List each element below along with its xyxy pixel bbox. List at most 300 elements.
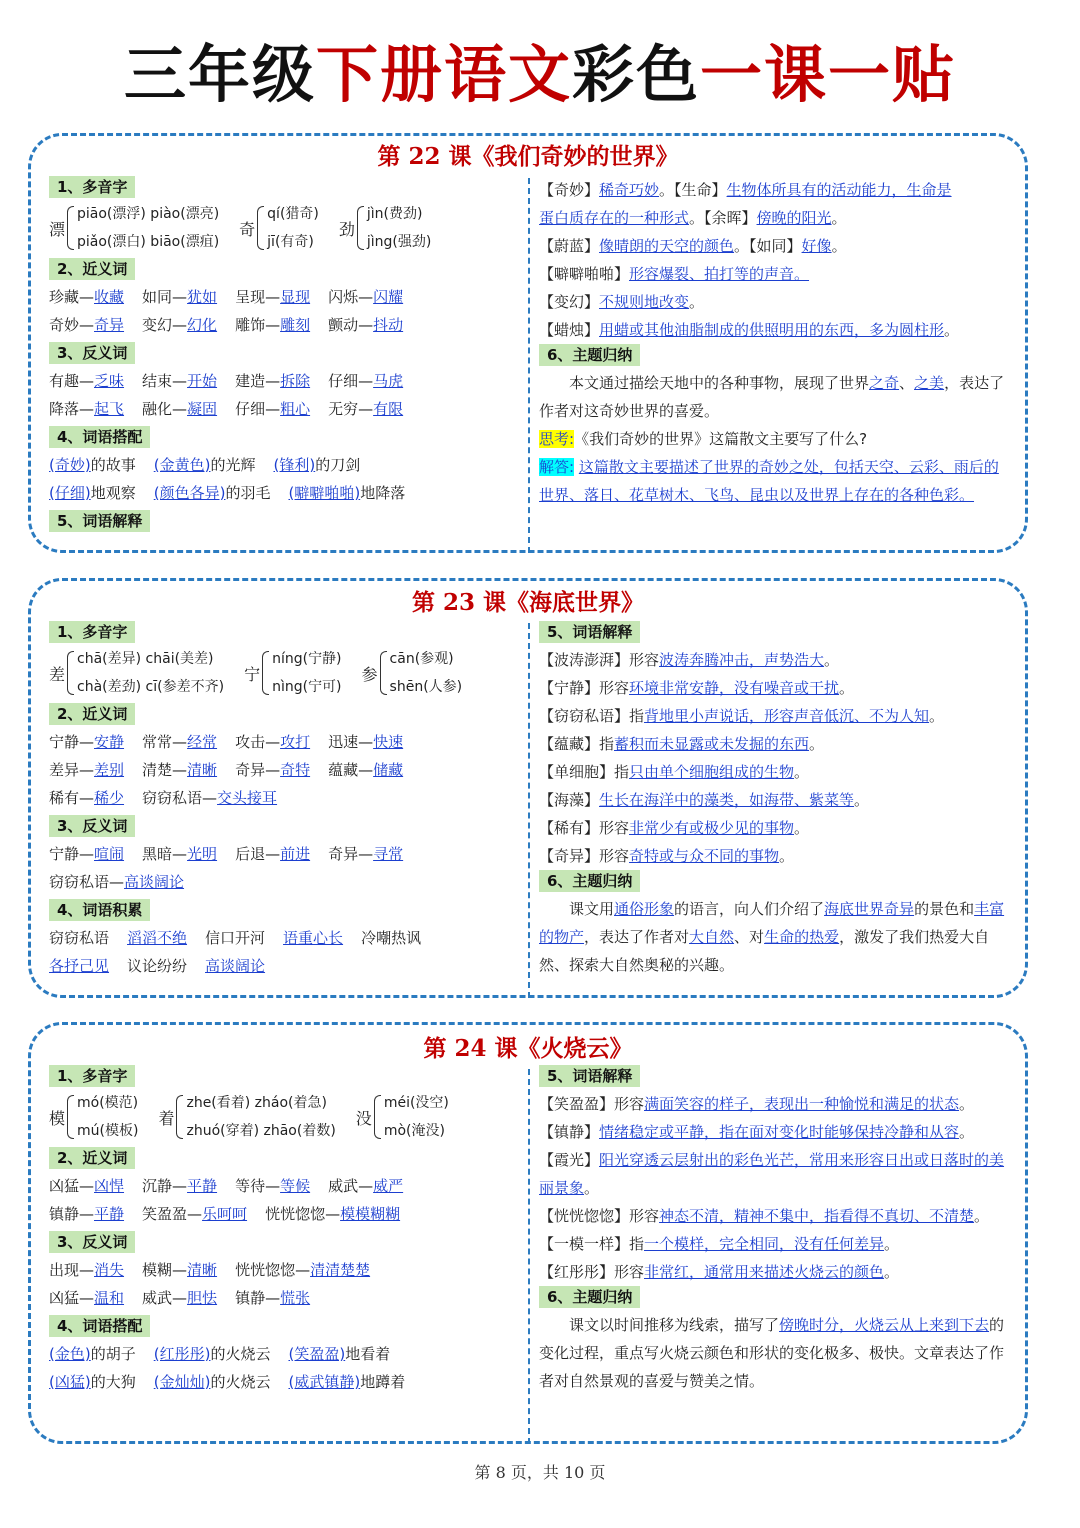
text: 【红彤彤】形容: [539, 1263, 645, 1281]
answer-text: 神态不清，精神不集中，指看得不真切、不清楚: [659, 1207, 975, 1225]
pinyin-lines: [390, 645, 463, 701]
collocation-rows: [49, 451, 519, 507]
answer-word: 奇特: [280, 761, 311, 779]
section-heading: 5、词语解释: [539, 1065, 1011, 1087]
text: 【蔚蓝】: [539, 237, 600, 255]
text: 。: [831, 237, 847, 255]
text: 。【生命】: [659, 181, 727, 199]
explanations: [539, 1090, 1011, 1286]
polyphone-char: 模: [49, 1108, 66, 1128]
word: 窃窃私语: [49, 929, 110, 947]
word: 建造—: [235, 372, 281, 390]
word: 仔细—: [328, 372, 374, 390]
text: 的变化过程，重点写火烧云颜色和形状的变化极多、极快。文章表达了作者对自然景观的喜爱与赞美之情。: [539, 1316, 1005, 1390]
polyphone-char: 差: [49, 664, 66, 684]
explanation-line: [539, 316, 1011, 344]
answer-text: 背地里小声说话，形容声音低沉、不为人知: [644, 707, 930, 725]
text: 。: [839, 679, 855, 697]
word: 议论纷纷: [127, 957, 188, 975]
answer-word: (噼噼啪啪): [288, 484, 361, 502]
pinyin-lines: [384, 1089, 449, 1145]
polyphone-char: 参: [361, 664, 378, 684]
explanation-line: [539, 758, 1011, 786]
word: 奇异—: [328, 845, 374, 863]
word: 奇妙—: [49, 316, 95, 334]
brace: [257, 206, 264, 250]
explanations: [539, 646, 1011, 870]
answer-text: 丰富的物产: [539, 900, 1005, 946]
text: 【蜡烛】: [539, 321, 600, 339]
section-heading: 3、反义词: [49, 342, 519, 364]
word: 仔细—: [235, 400, 281, 418]
answer-text: 蓄积而未显露或未发掘的东西: [614, 735, 810, 753]
text: ，表达了作者对: [584, 928, 690, 946]
explanation-line: [539, 702, 1011, 730]
polyphone-group: [49, 645, 224, 701]
word: 雕饰—: [235, 316, 281, 334]
lesson-23-card: [28, 578, 1028, 998]
lesson-title: 第 22 课《我们奇妙的世界》: [377, 143, 679, 170]
answer-text: 环境非常安静，没有噪音或干扰: [629, 679, 840, 697]
answer-text: 一个模样，完全相同，没有任何差异: [644, 1235, 885, 1253]
word: 地看着: [345, 1345, 391, 1363]
theme-paragraph: [539, 369, 1011, 425]
word-pair-row: [49, 1284, 519, 1312]
explanation-line: [539, 176, 1011, 204]
explanation-line: [539, 786, 1011, 814]
answer-text: 之美: [914, 374, 945, 392]
right-column: [539, 176, 1011, 509]
text: 课文以时间推移为线索，描写了: [569, 1316, 780, 1334]
word: 笑盈盈—: [142, 1205, 203, 1223]
think-question: 思考:《我们奇妙的世界》这篇散文主要写了什么?: [539, 430, 868, 448]
answer: 解答: 这篇散文主要描述了世界的奇妙之处，包括天空、云彩、雨后的世界、落日、花草树木、飞鸟、昆虫以及世界上存在的各种色彩。: [539, 458, 999, 504]
answer-word: 胆怯: [187, 1289, 218, 1307]
section-heading: 3、反义词: [49, 815, 519, 837]
pinyin-line: zhuó(穿着) zhāo(着数): [186, 1123, 336, 1139]
word: 凶猛—: [49, 1177, 95, 1195]
text: 。: [794, 819, 810, 837]
answer-text: 生命的热爱: [764, 928, 840, 946]
collocation-row: [49, 1368, 519, 1396]
text: 。: [959, 1123, 975, 1141]
page-title: 三年级下册语文彩色一课一贴: [123, 38, 957, 111]
text: 。: [959, 1095, 975, 1113]
pinyin-line: piāo(漂浮) piào(漂亮): [77, 206, 220, 222]
answer-word: (笑盈盈): [288, 1345, 346, 1363]
text: 本文通过描绘天地中的各种事物，展现了世界: [569, 374, 870, 392]
text: 。【余晖】: [689, 209, 757, 227]
polyphone-char: 着: [158, 1108, 175, 1128]
answer-text: 满面笑容的样子，表现出一种愉悦和满足的状态: [644, 1095, 960, 1113]
word: 的羽毛: [225, 484, 271, 502]
pinyin-lines: [77, 1089, 138, 1145]
polyphone-group: [158, 1089, 335, 1145]
word: 镇静—: [235, 1289, 281, 1307]
section-heading: 5、词语解释: [539, 621, 1011, 643]
brace: [176, 1095, 183, 1139]
lesson-title: 第 24 课《火烧云》: [423, 1035, 633, 1062]
text: 。: [974, 1207, 990, 1225]
answer-text: 非常红，通常用来描述火烧云的颜色: [644, 1263, 885, 1281]
text: 、: [899, 374, 915, 392]
pinyin-line: mò(淹没): [383, 1123, 445, 1139]
word: 呈现—: [235, 288, 281, 306]
pinyin-lines: [267, 200, 319, 256]
answer-word: 凶悍: [94, 1177, 125, 1195]
explanation-line: [539, 1258, 1011, 1286]
brace: [67, 1095, 74, 1139]
word-pair-row: [49, 311, 519, 339]
polyphone-char: 漂: [49, 219, 66, 239]
section-heading: 2、近义词: [49, 703, 519, 725]
explanation-line: [539, 646, 1011, 674]
answer-text: 好像: [801, 237, 832, 255]
text: ，激发了我们热爱大自然、探索大自然奥秘的兴趣。: [539, 928, 990, 974]
answer-text: 波涛奔腾冲击，声势浩大: [659, 651, 825, 669]
answer-word: 高谈阔论: [124, 873, 185, 891]
answer-word: 马虎: [373, 372, 404, 390]
section-heading: 1、多音字: [49, 176, 519, 198]
word: 变幻—: [142, 316, 188, 334]
brace: [67, 206, 74, 250]
answer-word: 雕刻: [280, 316, 311, 334]
text: 的景色和: [914, 900, 975, 918]
word: 融化—: [142, 400, 188, 418]
text: 。: [809, 735, 825, 753]
answer-text: 非常少有或极少见的事物: [629, 819, 795, 837]
word: 蕴藏—: [328, 761, 374, 779]
word: 的刀剑: [315, 456, 361, 474]
word: 差异—: [49, 761, 95, 779]
answer-word: 拆除: [280, 372, 311, 390]
text: 【窃窃私语】指: [539, 707, 645, 725]
answer-word: 奇异: [94, 316, 125, 334]
answer-word: 犹如: [187, 288, 218, 306]
answer-word: 前进: [280, 845, 311, 863]
answer-word: 平静: [187, 1177, 218, 1195]
answer-word: 收藏: [94, 288, 125, 306]
section-heading: 1、多音字: [49, 621, 519, 643]
polyphone-char: 没: [355, 1108, 372, 1128]
word: 恍恍惚惚—: [265, 1205, 341, 1223]
word: 威武—: [328, 1177, 374, 1195]
answer-text: 蛋白质存在的一种形式: [539, 209, 690, 227]
polyphone-group: [49, 200, 219, 256]
word-pair-row: [49, 868, 519, 896]
explanation-line: [539, 674, 1011, 702]
antonym-rows: [49, 1256, 519, 1312]
polyphone-char: 奇: [239, 219, 256, 239]
pinyin-line: zhe(看着) zháo(着急): [186, 1095, 327, 1111]
text: ，表达了作者对这奇妙世界的喜爱。: [539, 374, 1005, 420]
left-column: [49, 621, 519, 983]
text: 【宁静】形容: [539, 679, 630, 697]
word-pair-row: [49, 840, 519, 868]
answer-word: (凶猛): [49, 1373, 91, 1391]
theme-paragraph: [539, 1311, 1011, 1395]
theme-paragraph: [539, 895, 1011, 979]
answer-word: (仔细): [49, 484, 91, 502]
pinyin-line: jìng(强劲): [366, 234, 432, 250]
answer-word: 清晰: [187, 1261, 218, 1279]
brace: [67, 651, 74, 695]
text: 【稀有】形容: [539, 819, 630, 837]
text: 【蕴藏】指: [539, 735, 615, 753]
answer-word: 平静: [94, 1205, 125, 1223]
left-column: [49, 176, 519, 532]
brace: [262, 651, 269, 695]
word: 滔滔不绝: [127, 929, 188, 947]
polyphone-char: 劲: [338, 219, 355, 239]
section-heading: 6、主题归纳: [539, 870, 1011, 892]
answer-word: 稀少: [94, 789, 125, 807]
answer-text: 用蜡或其他油脂制成的供照明用的东西，多为圆柱形: [599, 321, 945, 339]
answer-word: 开始: [187, 372, 218, 390]
text: 。: [884, 1263, 900, 1281]
word: 地降落: [360, 484, 406, 502]
polyphone-group: [49, 1089, 138, 1145]
answer-word: 威严: [373, 1177, 404, 1195]
text: 。: [824, 651, 840, 669]
text: 。: [689, 293, 705, 311]
answer-word: (红彤彤): [153, 1345, 211, 1363]
right-column: [539, 1065, 1011, 1395]
answer-word: (金灿灿): [153, 1373, 211, 1391]
pinyin-line: qí(猎奇): [267, 206, 319, 222]
answer-word: 抖动: [373, 316, 404, 334]
text: 【奇妙】: [539, 181, 600, 199]
section-heading: 4、词语积累: [49, 899, 519, 921]
answer-text: 形容爆裂、拍打等的声音。: [629, 265, 810, 283]
polyphone-group: [356, 1089, 449, 1145]
answer-text: 生长在海洋中的藻类，如海带、紫菜等: [599, 791, 855, 809]
polyphone-row: [49, 200, 519, 256]
explanation-line: [539, 842, 1011, 870]
pinyin-lines: [77, 200, 219, 256]
word: 的故事: [90, 456, 136, 474]
word: 结束—: [142, 372, 188, 390]
answer-word: 寻常: [373, 845, 404, 863]
word: 恍恍惚惚—: [235, 1261, 311, 1279]
text: 【镇静】: [539, 1123, 600, 1141]
answer-text: 傍晚的阳光: [756, 209, 832, 227]
answer-text: 傍晚时分，火烧云从上来到下去: [779, 1316, 990, 1334]
pinyin-line: nìng(宁可): [272, 679, 342, 695]
word: 沉静—: [142, 1177, 188, 1195]
answer-word: 等候: [280, 1177, 311, 1195]
word-pair-row: [49, 395, 519, 423]
word-pair-row: [49, 367, 519, 395]
collocation-rows: [49, 1340, 519, 1396]
word-pair-row: [49, 784, 519, 812]
word: 后退—: [235, 845, 281, 863]
word-pair-row: [49, 1172, 519, 1200]
word: 常常—: [142, 733, 188, 751]
word-pair-row: [49, 728, 519, 756]
text: 【笑盈盈】形容: [539, 1095, 645, 1113]
answer-word: 粗心: [280, 400, 311, 418]
pinyin-lines: [272, 645, 341, 701]
word: 宁静—: [49, 733, 95, 751]
text: 【波涛澎湃】形容: [539, 651, 660, 669]
pinyin-line: níng(宁静): [272, 651, 342, 667]
section-heading: 4、词语搭配: [49, 426, 519, 448]
word-pair-row: [49, 756, 519, 784]
word: 语重心长: [283, 929, 344, 947]
section-heading: 6、主题归纳: [539, 1286, 1011, 1308]
word: 冷嘲热讽: [361, 929, 422, 947]
word: 等待—: [235, 1177, 281, 1195]
explanation-line: [539, 288, 1011, 316]
section-heading: 5、词语解释: [49, 510, 519, 532]
synonym-rows: [49, 728, 519, 812]
answer-word: (颜色各异): [153, 484, 226, 502]
text: 【奇异】形容: [539, 847, 630, 865]
answer-word: 凝固: [187, 400, 218, 418]
polyphone-row: [49, 645, 519, 701]
word: 的胡子: [90, 1345, 136, 1363]
word: 信口开河: [205, 929, 266, 947]
polyphone-char: 宁: [244, 664, 261, 684]
synonym-rows: [49, 283, 519, 339]
explanation-line: [539, 204, 1011, 232]
pinyin-lines: [367, 200, 431, 256]
brace: [357, 206, 364, 250]
pinyin-line: jī(有奇): [267, 234, 314, 250]
polyphone-group: [239, 200, 319, 256]
word: 珍藏—: [49, 288, 95, 306]
word-row: [49, 952, 519, 980]
answer-text: 生物体所具有的活动能力，生命是: [726, 181, 952, 199]
answer-word: 显现: [280, 288, 311, 306]
lesson-22-card: [28, 133, 1028, 553]
answer-word: 消失: [94, 1261, 125, 1279]
answer-text: 奇特或与众不同的事物: [629, 847, 780, 865]
explanation-line: [539, 1118, 1011, 1146]
answer-text: 只由单个细胞组成的生物: [629, 763, 795, 781]
word: 颤动—: [328, 316, 374, 334]
explanations: [539, 176, 1011, 344]
antonym-rows: [49, 840, 519, 896]
explanation-line: [539, 1146, 1011, 1202]
lesson-24-card: [28, 1022, 1028, 1444]
word: 闪烁—: [328, 288, 374, 306]
answer-word: 喧闹: [94, 845, 125, 863]
text: 、对: [734, 928, 765, 946]
text: 的语言，向人们介绍了: [674, 900, 825, 918]
text: 。: [944, 321, 960, 339]
answer-word: 攻打: [280, 733, 311, 751]
brace: [380, 651, 387, 695]
word: 降落—: [49, 400, 95, 418]
pinyin-line: mú(模板): [77, 1123, 139, 1139]
word: 的光辉: [210, 456, 256, 474]
answer-word: (威武镇静): [288, 1373, 361, 1391]
answer-text: 像晴朗的天空的颜色: [599, 237, 735, 255]
polyphone-group: [244, 645, 341, 701]
word: 清楚—: [142, 761, 188, 779]
section-heading: 2、近义词: [49, 258, 519, 280]
answer-word: 清清楚楚: [310, 1261, 371, 1279]
word: 窃窃私语—: [49, 873, 125, 891]
collocation-row: [49, 479, 519, 507]
text: 。: [884, 1235, 900, 1253]
text: 【单细胞】指: [539, 763, 630, 781]
synonym-rows: [49, 1172, 519, 1228]
word: 奇异—: [235, 761, 281, 779]
polyphone-group: [362, 645, 463, 701]
answer-word: 幻化: [187, 316, 218, 334]
section-heading: 6、主题归纳: [539, 344, 1011, 366]
pinyin-line: cān(参观): [389, 651, 454, 667]
word-pair-row: [49, 1256, 519, 1284]
answer-word: 储藏: [373, 761, 404, 779]
answer-word: 交头接耳: [217, 789, 278, 807]
answer-text: 稀奇巧妙: [599, 181, 660, 199]
word: 镇静—: [49, 1205, 95, 1223]
text: 【霞光】: [539, 1151, 600, 1169]
text: 【噼噼啪啪】: [539, 265, 630, 283]
word: 地观察: [90, 484, 136, 502]
word-pair-row: [49, 283, 519, 311]
answer-word: 慌张: [280, 1289, 311, 1307]
pinyin-line: chā(差异) chāi(美差): [77, 651, 214, 667]
text: 。: [831, 209, 847, 227]
answer-word: (金色): [49, 1345, 91, 1363]
pinyin-lines: [186, 1089, 335, 1145]
right-column: [539, 621, 1011, 979]
section-heading: 2、近义词: [49, 1147, 519, 1169]
collocation-row: [49, 1340, 519, 1368]
word: 地蹲着: [360, 1373, 406, 1391]
word: 的大狗: [90, 1373, 136, 1391]
pinyin-line: mó(模范): [77, 1095, 139, 1111]
explanation-line: [539, 232, 1011, 260]
answer-word: 安静: [94, 733, 125, 751]
answer-word: 有限: [373, 400, 404, 418]
text: 。【如同】: [734, 237, 802, 255]
word: 高谈阔论: [205, 957, 266, 975]
answer-text: 情绪稳定或平静，指在面对变化时能够保持冷静和从容: [599, 1123, 960, 1141]
pinyin-line: piǎo(漂白) biāo(漂疽): [77, 234, 220, 250]
answer-word: 乏味: [94, 372, 125, 390]
answer-text: 大自然: [689, 928, 735, 946]
word: 出现—: [49, 1261, 95, 1279]
word: 的火烧云: [210, 1373, 271, 1391]
brace: [374, 1095, 381, 1139]
text: 【海藻】: [539, 791, 600, 809]
answer-text: 通俗形象: [614, 900, 675, 918]
word: 黑暗—: [142, 845, 188, 863]
word: 迅速—: [328, 733, 374, 751]
word: 稀有—: [49, 789, 95, 807]
answer-word: (锋利): [273, 456, 316, 474]
pinyin-line: chà(差劲) cī(参差不齐): [77, 679, 225, 695]
text: 。: [794, 763, 810, 781]
text: 。: [854, 791, 870, 809]
answer-word: (奇妙): [49, 456, 91, 474]
word-accumulation: [49, 924, 519, 980]
answer-word: 清晰: [187, 761, 218, 779]
section-heading: 1、多音字: [49, 1065, 519, 1087]
answer-word: (金黄色): [153, 456, 211, 474]
explanation-line: [539, 1090, 1011, 1118]
answer-word: 经常: [187, 733, 218, 751]
section-heading: 3、反义词: [49, 1231, 519, 1253]
answer-text: 海底世界奇异: [824, 900, 915, 918]
word-pair-row: [49, 1200, 519, 1228]
